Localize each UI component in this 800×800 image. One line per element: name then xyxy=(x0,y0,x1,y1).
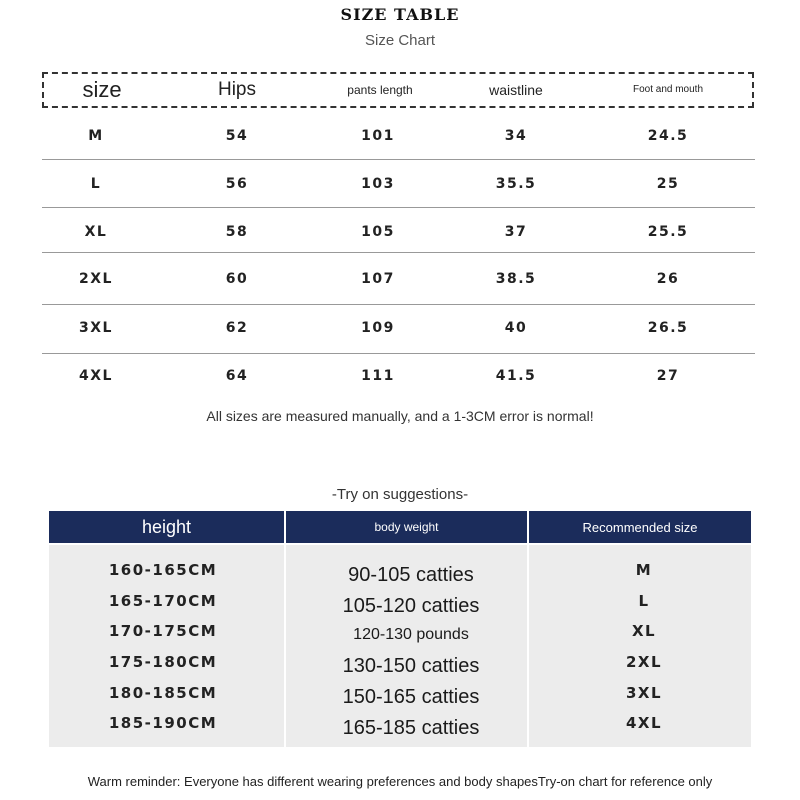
cell-waistline: 40 xyxy=(504,320,528,336)
cell-pants-length: 105 xyxy=(361,224,395,240)
recommended-size: M xyxy=(635,561,653,579)
recommended-size: 3XL xyxy=(625,684,663,702)
cell-hips: 60 xyxy=(225,271,249,287)
header-size: size xyxy=(82,77,122,102)
weight-value: 165-185 catties xyxy=(342,716,480,739)
recommended-size: 4XL xyxy=(625,714,663,732)
recommended-size: 2XL xyxy=(625,653,663,671)
cell-foot-mouth: 25 xyxy=(656,175,680,192)
weight-column xyxy=(286,545,527,747)
cell-size: 2XL xyxy=(79,271,113,287)
table-row xyxy=(42,305,755,354)
cell-size: L xyxy=(90,175,102,192)
header-waistline: waistline xyxy=(489,82,543,98)
cell-foot-mouth: 24.5 xyxy=(647,127,689,144)
table-row xyxy=(42,208,755,253)
try-on-title: -Try on suggestions- xyxy=(331,486,469,503)
table-row xyxy=(42,354,755,398)
header-hips: Hips xyxy=(217,79,256,100)
cell-pants-length: 101 xyxy=(361,127,395,144)
cell-foot-mouth: 26 xyxy=(656,271,680,287)
weight-value: 90-105 catties xyxy=(348,563,474,586)
weight-value: 105-120 catties xyxy=(342,594,480,617)
header-pants-length: pants length xyxy=(347,83,413,97)
height-value: 180-185CM xyxy=(108,684,218,702)
table-row xyxy=(42,160,755,208)
height-column xyxy=(49,545,284,747)
cell-pants-length: 111 xyxy=(361,368,395,384)
weight-value: 130-150 catties xyxy=(342,654,480,677)
height-value: 185-190CM xyxy=(108,714,218,732)
weight-value: 120-130 pounds xyxy=(353,626,469,643)
table-row xyxy=(42,253,755,305)
cell-hips: 54 xyxy=(225,127,249,144)
try-header-height: height xyxy=(49,511,284,543)
cell-waistline: 35.5 xyxy=(495,175,537,192)
cell-hips: 62 xyxy=(225,320,249,336)
height-value: 175-180CM xyxy=(108,653,218,671)
cell-size: XL xyxy=(84,224,108,240)
cell-waistline: 38.5 xyxy=(495,271,537,287)
cell-pants-length: 103 xyxy=(361,175,395,192)
height-value: 170-175CM xyxy=(108,622,218,640)
cell-size: 4XL xyxy=(79,368,113,384)
recommended-size: XL xyxy=(631,622,657,640)
cell-hips: 58 xyxy=(225,224,249,240)
recommended-size: L xyxy=(638,592,650,610)
table-row xyxy=(42,112,755,160)
page-subtitle: Size Chart xyxy=(364,32,436,49)
weight-value: 150-165 catties xyxy=(342,685,480,708)
cell-pants-length: 109 xyxy=(361,320,395,336)
cell-foot-mouth: 25.5 xyxy=(647,224,689,240)
cell-hips: 64 xyxy=(225,368,249,384)
cell-foot-mouth: 27 xyxy=(656,368,680,384)
cell-waistline: 37 xyxy=(504,224,528,240)
cell-size: 3XL xyxy=(79,320,113,336)
header-foot-mouth: Foot and mouth xyxy=(632,84,704,95)
cell-size: M xyxy=(88,127,104,144)
cell-foot-mouth: 26.5 xyxy=(647,320,689,336)
height-value: 160-165CM xyxy=(108,561,218,579)
cell-waistline: 41.5 xyxy=(495,368,537,384)
cell-pants-length: 107 xyxy=(361,271,395,287)
size-column xyxy=(529,545,751,747)
try-header-weight: body weight xyxy=(286,511,527,543)
footer-reminder: Warm reminder: Everyone has different wearing preferences and body shapesTry-on chart for reference only xyxy=(87,774,713,789)
cell-waistline: 34 xyxy=(504,127,528,144)
measurement-note: All sizes are measured manually, and a 1-3CM error is normal! xyxy=(206,408,594,424)
try-header-size: Recommended size xyxy=(529,511,751,543)
page-title: SIZE TABLE xyxy=(340,5,460,24)
height-value: 165-170CM xyxy=(108,592,218,610)
cell-hips: 56 xyxy=(225,175,249,192)
